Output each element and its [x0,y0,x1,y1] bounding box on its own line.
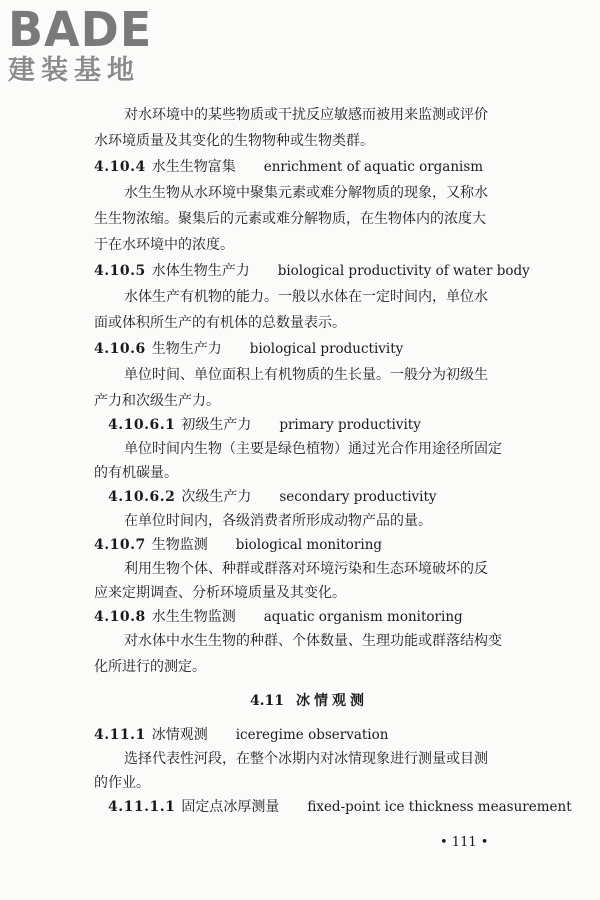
term-english: iceregime observation [235,727,389,743]
term-number: 4.11.1 [94,727,146,743]
term-english: biological productivity [249,341,404,357]
section-number: 4.11 [249,693,285,709]
term-chinese: 冰情观测 [151,727,208,743]
term-english: biological productivity of water body [277,263,530,279]
term-english: biological monitoring [235,537,383,553]
paragraph-line: 水生生物从水环境中聚集元素或难分解物质的现象，又称水 [124,185,488,201]
term-heading [94,606,463,628]
term-chinese: 水生生物富集 [151,159,236,175]
term-number: 4.10.8 [94,609,146,625]
term-english: primary productivity [279,417,421,433]
paragraph-line: 在单位时间内，各级消费者所形成动物产品的量。 [124,513,432,529]
paragraph-line: 单位时间内生物（主要是绿色植物）通过光合作用途径所固定 [124,441,502,457]
term-chinese: 水生生物监测 [151,609,236,625]
publisher-logo [8,0,178,88]
page-number: • 111 • [440,835,489,850]
paragraph-line: 的有机碳量。 [94,465,178,481]
paragraph-line: 对水体中水生生物的种群、个体数量、生理功能或群落结构变 [124,633,502,649]
paragraph-line: 面或体积所生产的有机体的总数量表示。 [94,315,346,331]
logo-chinese-name: 建装基地 [8,55,140,86]
term-number: 4.10.6.1 [108,417,176,433]
term-heading [94,260,530,282]
paragraph-line: 的作业。 [94,775,150,791]
section-title: 冰情观测 [296,693,369,709]
term-english: secondary productivity [279,489,437,505]
section-heading [94,690,524,712]
term-heading [94,156,483,178]
term-chinese: 固定点冰厚测量 [181,799,280,815]
paragraph-line: 利用生物个体、种群或群落对环境污染和生态环境破坏的反 [124,561,488,577]
term-chinese: 水体生物生产力 [151,263,250,279]
term-number: 4.11.1.1 [108,799,176,815]
term-heading [94,724,388,746]
paragraph-line: 生生物浓缩。聚集后的元素或难分解物质，在生物体内的浓度大 [94,211,486,227]
term-number: 4.10.6.2 [108,489,176,505]
term-english: fixed-point ice thickness measurement [307,799,572,815]
term-number: 4.10.7 [94,537,146,553]
term-chinese: 初级生产力 [181,417,252,433]
paragraph-line: 水环境质量及其变化的生物物种或生物类群。 [94,133,374,149]
term-chinese: 生物生产力 [151,341,222,357]
subterm-heading [108,486,437,508]
paragraph-line: 于在水环境中的浓度。 [94,237,234,253]
paragraph-line: 单位时间、单位面积上有机物质的生长量。一般分为初级生 [124,367,488,383]
paragraph-line: 水体生产有机物的能力。一般以水体在一定时间内，单位水 [124,289,488,305]
logo-wordmark: BADE [8,0,153,58]
paragraph-line: 应来定期调查、分析环境质量及其变化。 [94,585,346,601]
term-heading [94,338,403,360]
term-number: 4.10.4 [94,159,146,175]
paragraph-line: 选择代表性河段，在整个冰期内对冰情现象进行测量或目测 [124,751,488,767]
paragraph-line: 化所进行的测定。 [94,659,206,675]
subterm-heading [108,414,421,436]
paragraph-line: 对水环境中的某些物质或干扰反应敏感而被用来监测或评价 [124,107,488,123]
term-number: 4.10.5 [94,263,146,279]
paragraph-line: 产力和次级生产力。 [94,393,220,409]
term-chinese: 次级生产力 [181,489,252,505]
term-english: aquatic organism monitoring [263,609,463,625]
term-number: 4.10.6 [94,341,146,357]
term-heading [94,534,382,556]
term-english: enrichment of aquatic organism [263,159,484,175]
subterm-heading [108,796,572,818]
term-chinese: 生物监测 [151,537,208,553]
